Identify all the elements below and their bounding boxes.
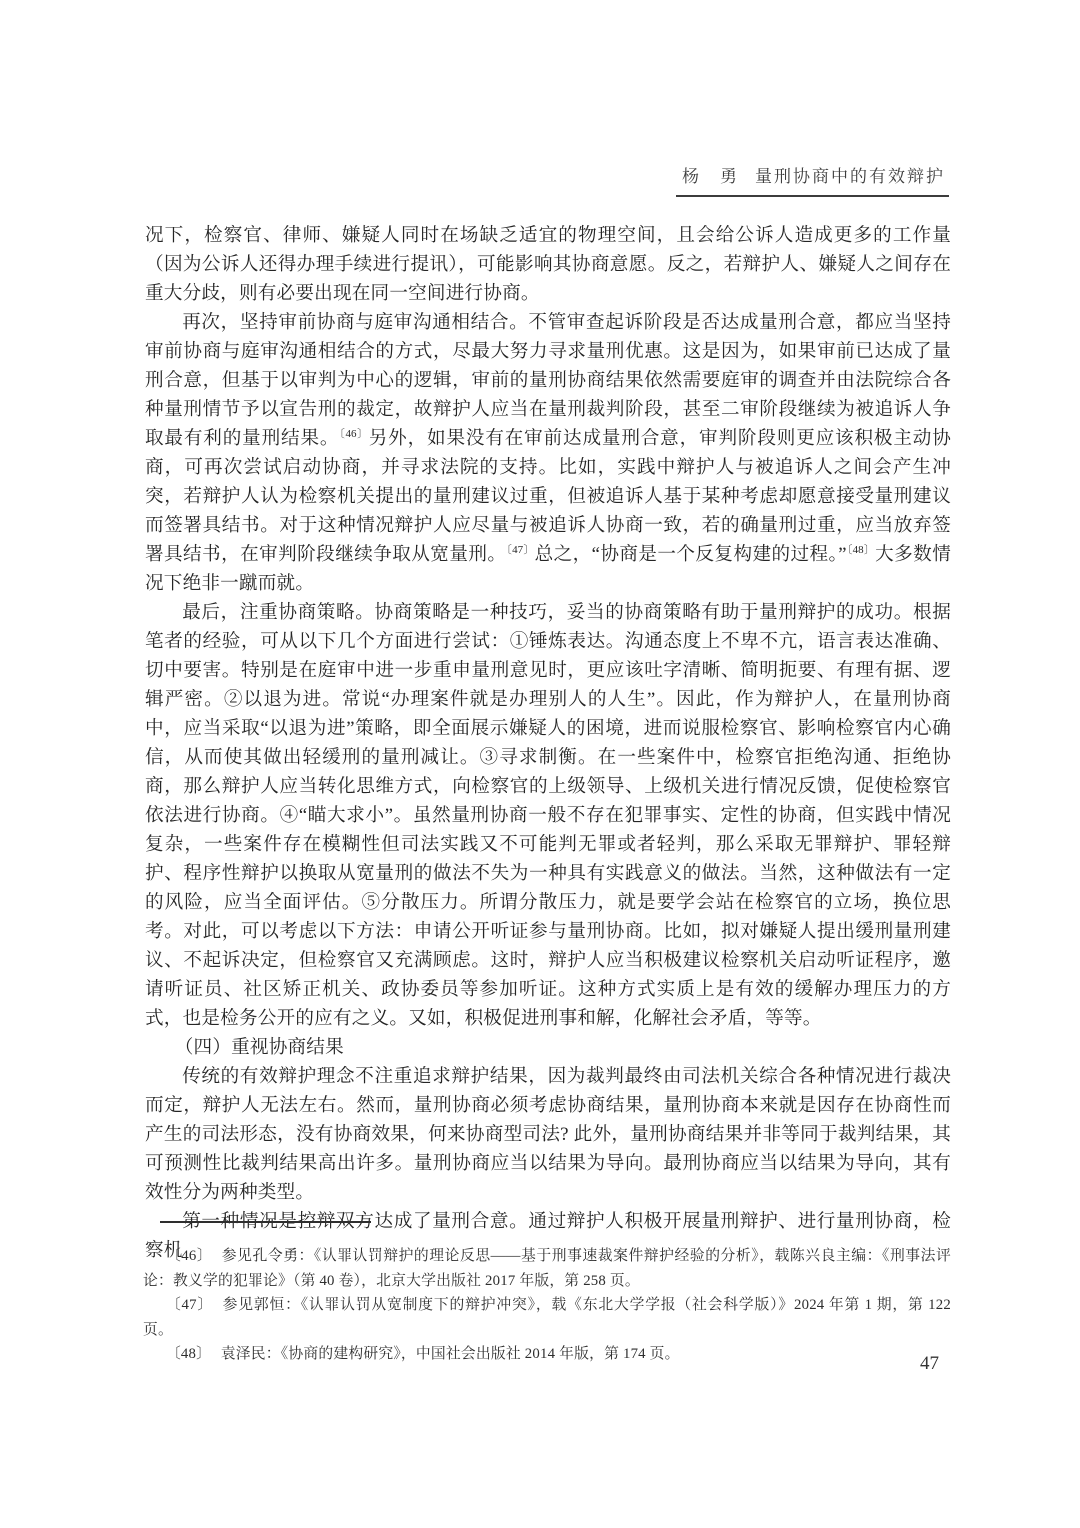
footnote-marker: 〔48〕 [165, 1346, 212, 1363]
section-heading: （四）重视协商结果 [174, 1037, 344, 1058]
footnotes [143, 1244, 951, 1367]
footnote-marker: 〔47〕 [165, 1297, 213, 1314]
body-paragraph: 传统的有效辩护理念不注重追求辩护结果，因为裁判最终由司法机关综合各种情况进行裁决而定，辩护人无法左右。然而，量刑协商必须考虑协商结果，量刑协商本来就是因存在协商性而产生的司法形态，没有协商效果，何来协商型司法? 此外，量刑协商结果并非等同于裁判结果，其可预测性比裁判结果高出许多。量刑协商应当以结果为导向。最刑协商应当以结果为导向，其有效性分为两种类型。 [145, 1066, 951, 1203]
footnote-item: 〔47〕 参见郭恒：《认罪认罚从宽制度下的辩护冲突》，载《东北大学学报（社会科学版）》2024 年第 1 期，第 122 页。 [143, 1297, 951, 1338]
footnote-separator [160, 1221, 371, 1223]
footnote-ref: 〔47〕 [506, 544, 535, 556]
footnote-item: 〔46〕 参见孔令勇：《认罪认罚辩护的理论反思——基于刑事速裁案件辩护经验的分析》，载陈兴良主编：《刑事法评论：教义学的犯罪论》（第 40 卷），北京大学出版社 2017 年版，第 258 页。 [143, 1248, 951, 1289]
article-body [145, 221, 951, 1265]
body-paragraph: 最后，注重协商策略。协商策略是一种技巧，妥当的协商策略有助于量刑辩护的成功。根据笔者的经验，可从以下几个方面进行尝试：①锤炼表达。沟通态度上不卑不亢，语言表达准确、切中要害。特别是在庭审中进一步重申量刑意见时，更应该吐字清晰、简明扼要、有理有据、逻辑严密。②以退为进。常说“办理案件就是办理别人的人生”。因此，作为辩护人，在量刑协商中，应当采取“以退为进”策略，即全面展示嫌疑人的困境，进而说服检察官、影响检察官内心确信，从而使其做出轻缓刑的量刑减让。③寻求制衡。在一些案件中，检察官拒绝沟通、拒绝协商，那么辩护人应当转化思维方式，向检察官的上级领导、上级机关进行情况反馈，促使检察官依法进行协商。④“瞄大求小”。虽然量刑协商一般不存在犯罪事实、定性的协商，但实践中情况复杂，一些案件存在模糊性但司法实践又不可能判无罪或者轻判，那么采取无罪辩护、罪轻辩护、程序性辩护以换取从宽量刑的做法不失为一种具有实践意义的做法。当然，这种做法有一定的风险，应当全面评估。⑤分散压力。所谓分散压力，就是要学会站在检察官的立场，换位思考。对此，可以考虑以下方法：申请公开听证参与量刑协商。比如，拟对嫌疑人提出缓刑量刑建议、不起诉决定，但检察官又充满顾虑。这时，辩护人应当积极建议检察机关启动听证程序，邀请听证员、社区矫正机关、政协委员等参加听证。这种方式实质上是有效的缓解办理压力的方式，也是检务公开的应有之义。又如，积极促进刑事和解，化解社会矛盾，等等。 [145, 602, 951, 1029]
footnote-item: 〔48〕 袁泽民：《协商的建构研究》，中国社会出版社 2014 年版，第 174 页。 [165, 1346, 680, 1363]
body-paragraph: 况下，检察官、律师、嫌疑人同时在场缺乏适宜的物理空间，且会给公诉人造成更多的工作量（因为公诉人还得办理手续进行提讯），可能影响其协商意愿。反之，若辩护人、嫌疑人之间存在重大分歧，则有必要出现在同一空间进行协商。 [145, 225, 951, 304]
footnote-ref: 〔48〕 [846, 544, 876, 556]
running-head-title: 量刑协商中的有效辩护 [755, 167, 945, 186]
page-number: 47 [920, 1353, 939, 1374]
page-header [676, 162, 949, 197]
footnote-marker: 〔46〕 [165, 1248, 213, 1264]
body-paragraph: 再次，坚持审前协商与庭审沟通相结合。不管审查起诉阶段是否达成量刑合意，都应当坚持审前协商与庭审沟通相结合的方式，尽最大努力寻求量刑优惠。这是因为，如果审前已达成了量刑合意，但基于以审判为中心的逻辑，审前的量刑协商结果依然需要庭审的调查并由法院综合各种量刑情节予以宣告刑的裁定，故辩护人应当在量刑裁判阶段，甚至二审阶段继续为被追诉人争取最有利的量刑结果。$^{〔46〕}$另外，如果没有在审前达成量刑合意，审判阶段则更应该积极主动协商，可再次尝试启动协商，并寻求法院的支持。比如，实践中辩护人与被追诉人之间会产生冲突，若辩护人认为检察机关提出的量刑建议过重，但被追诉人基于某种考虑却愿意接受量刑建议而签署具结书。对于这种情况辩护人应尽量与被追诉人协商一致，若的确量刑过重，应当放弃签署具结书，在审判阶段继续争取从宽量刑。$^{〔47〕}$总之，“协商是一个反复构建的过程。”$^{〔48〕}$大多数情况下绝非一蹴而就。 [145, 312, 951, 594]
body-paragraph: 第一种情况是控辩双方达成了量刑合意。通过辩护人积极开展量刑辩护、进行量刑协商，检察机 [145, 1211, 951, 1261]
running-head [676, 162, 949, 197]
running-head-author: 杨 勇 [682, 167, 739, 186]
footnote-ref: 〔46〕 [339, 428, 369, 440]
